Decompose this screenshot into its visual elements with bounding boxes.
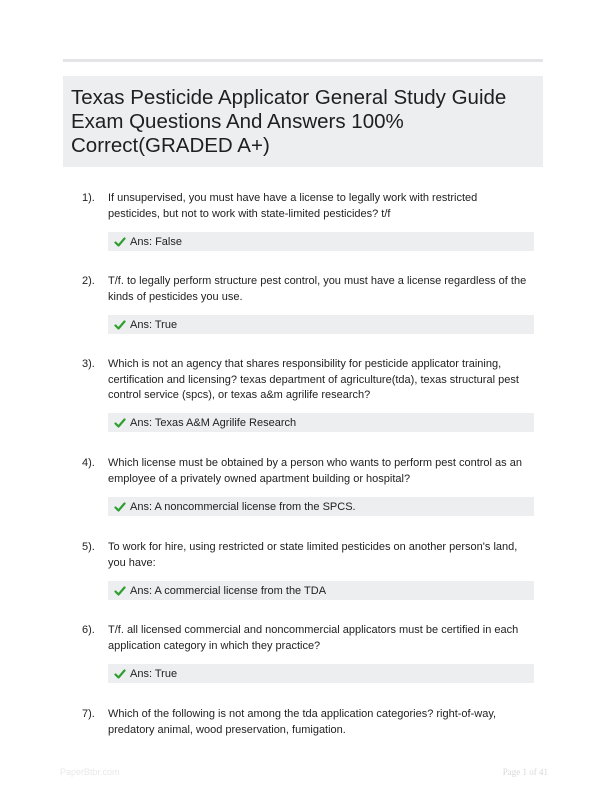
answer-box <box>108 232 534 251</box>
question-text: Which of the following is not among the tda application categories? right-of-way, predatory animal, wood preservation, fumigation. <box>108 708 497 736</box>
checkmark-icon <box>114 668 126 680</box>
answer-box <box>108 497 534 516</box>
question-text: T/f. to legally perform structure pest control, you must have a license regardless of the kinds of pesticides you use. <box>108 275 527 303</box>
answer-text: Ans: True <box>130 318 178 331</box>
checkmark-icon <box>114 417 126 429</box>
page-number: Page 1 of 41 <box>502 767 548 777</box>
answer-box <box>108 581 534 600</box>
question-number: 7). <box>82 708 95 720</box>
question-number: 5). <box>82 541 95 553</box>
question-text: Which is not an agency that shares responsibility for pesticide applicator training, certification and licensing? texas department of agriculture(tda), texas structural pest control service (spcs), or texas a&m agrilife research? <box>108 358 519 401</box>
answer-box <box>108 664 534 683</box>
checkmark-icon <box>114 319 126 331</box>
checkmark-icon <box>114 236 126 248</box>
checkmark-icon <box>114 585 126 597</box>
title-banner <box>63 76 543 167</box>
question-number: 6). <box>82 624 95 636</box>
question-number: 2). <box>82 275 95 287</box>
answer-text: Ans: False <box>130 235 182 248</box>
question-text: To work for hire, using restricted or state limited pesticides on another person's land, you have: <box>108 541 518 569</box>
answer-box <box>108 315 534 334</box>
document-title: Texas Pesticide Applicator General Study Guide Exam Questions And Answers 100% Correct(GRADED A+) <box>71 86 507 157</box>
question-number: 3). <box>82 358 95 370</box>
question-number: 4). <box>82 457 95 469</box>
question-text: Which license must be obtained by a person who wants to perform pest control as an employee of a privately owned apartment building or hospital? <box>108 457 522 485</box>
answer-text: Ans: A noncommercial license from the SPCS. <box>130 500 356 513</box>
question-text: T/f. all licensed commercial and noncommercial applicators must be certified in each application category in which they practice? <box>108 624 519 652</box>
top-divider <box>63 59 543 62</box>
question-text: If unsupervised, you must have have a license to legally work with restricted pesticides, but not to work with state-limited pesticides? t/f <box>108 192 478 220</box>
checkmark-icon <box>114 501 126 513</box>
answer-text: Ans: A commercial license from the TDA <box>130 584 327 597</box>
footer-watermark: PaperBtbr.com <box>60 767 120 777</box>
answer-text: Ans: Texas A&M Agrilife Research <box>130 416 297 429</box>
answer-box <box>108 413 534 432</box>
question-number: 1). <box>82 192 95 204</box>
answer-text: Ans: True <box>130 667 178 680</box>
